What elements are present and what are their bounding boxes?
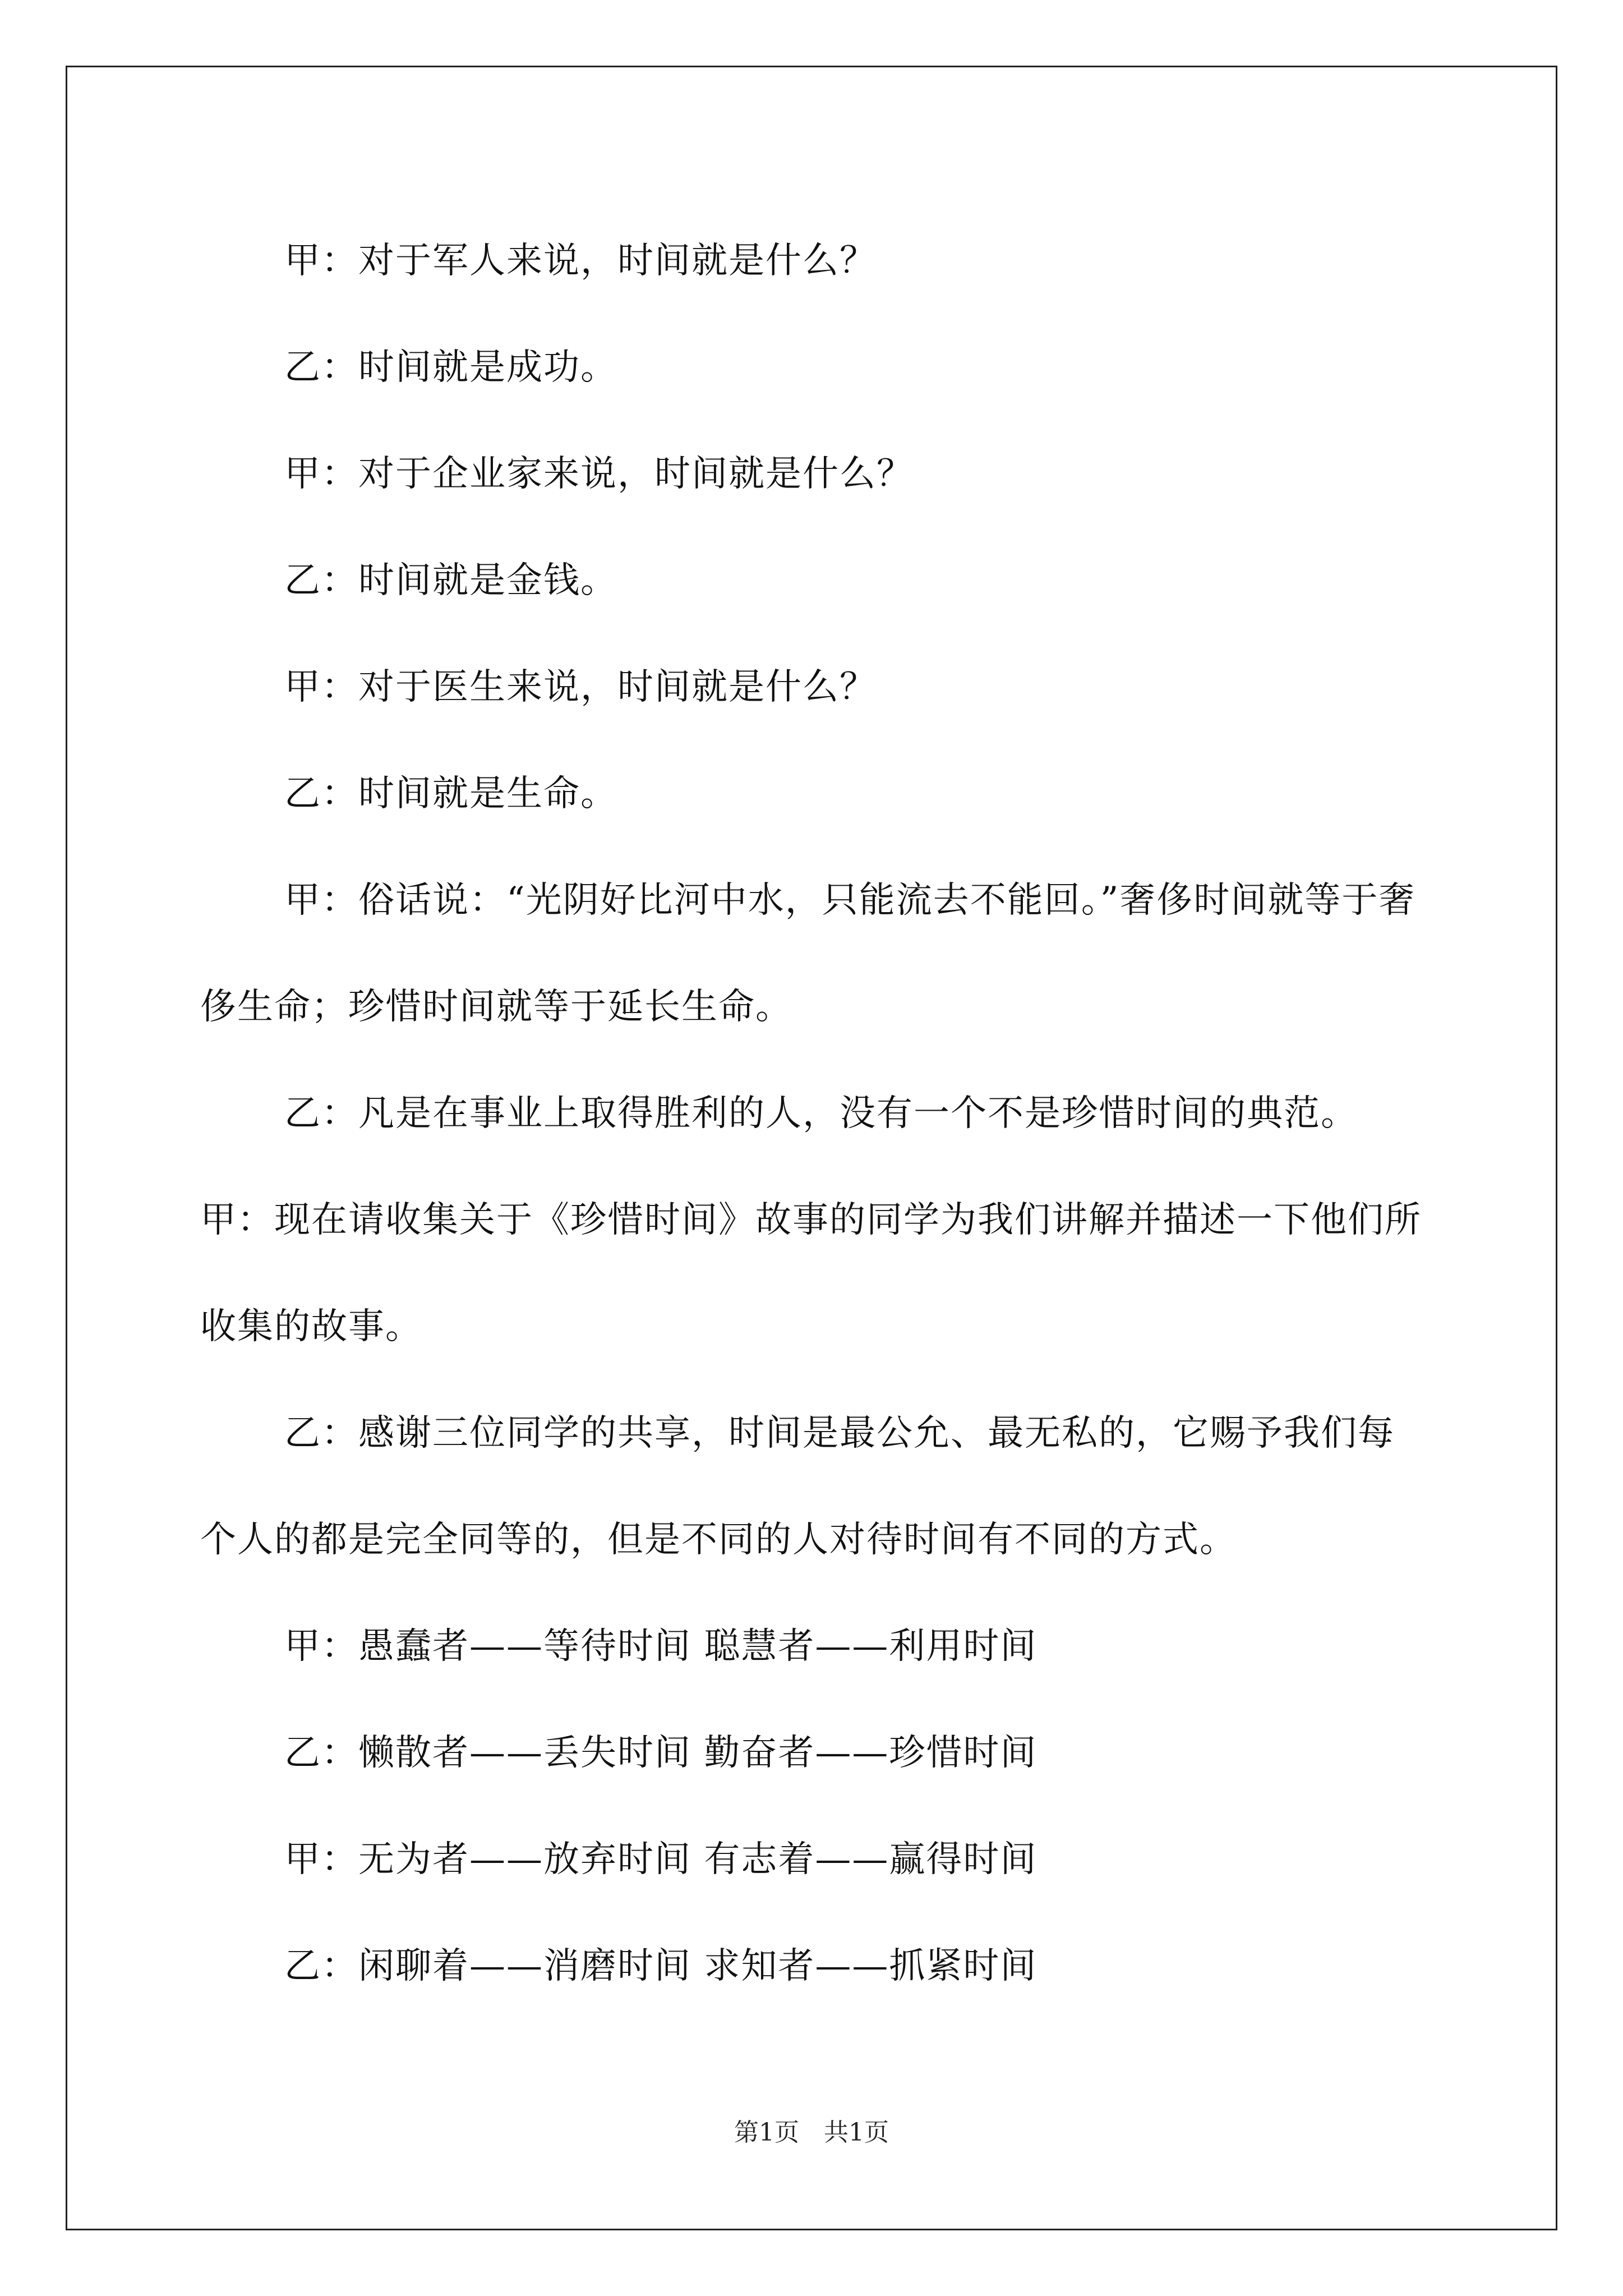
paragraph: 乙：时间就是成功。 <box>284 347 617 388</box>
paragraph: 甲：现在请收集关于《珍惜时间》故事的同学为我们讲解并描述一下他们所收集的故事。 <box>200 1199 1422 1347</box>
paragraph: 乙：时间就是生命。 <box>284 773 617 815</box>
paragraph: 乙：懒散者——丢失时间 勤奋者——珍惜时间 <box>284 1732 1038 1774</box>
paragraph: 甲：愚蠢者——等待时间 聪慧者——利用时间 <box>284 1626 1038 1667</box>
paragraph: 乙：时间就是金钱。 <box>284 560 617 601</box>
page-number-footer: 第1页 共1页 <box>734 2118 889 2147</box>
paragraph: 甲：对于企业家来说，时间就是什么？ <box>284 453 914 495</box>
paragraph: 甲：俗话说：“光阴好比河中水，只能流去不能回。”奢侈时间就等于奢侈生命；珍惜时间就等于延长生命。 <box>200 880 1416 1028</box>
paragraph: 乙：感谢三位同学的共享，时间是最公允、最无私的，它赐予我们每个人的都是完全同等的，但是不同的人对待时间有不同的方式。 <box>200 1412 1395 1561</box>
paragraph: 甲：无为者——放弃时间 有志着——赢得时间 <box>284 1839 1038 1880</box>
paragraph: 甲：对于军人来说，时间就是什么？ <box>284 240 877 282</box>
paragraph: 乙：凡是在事业上取得胜利的人，没有一个不是珍惜时间的典范。 <box>284 1093 1358 1134</box>
document-body <box>200 208 1428 2019</box>
paragraph: 甲：对于医生来说，时间就是什么？ <box>284 666 877 708</box>
paragraph: 乙：闲聊着——消磨时间 求知者——抓紧时间 <box>284 1945 1038 1987</box>
